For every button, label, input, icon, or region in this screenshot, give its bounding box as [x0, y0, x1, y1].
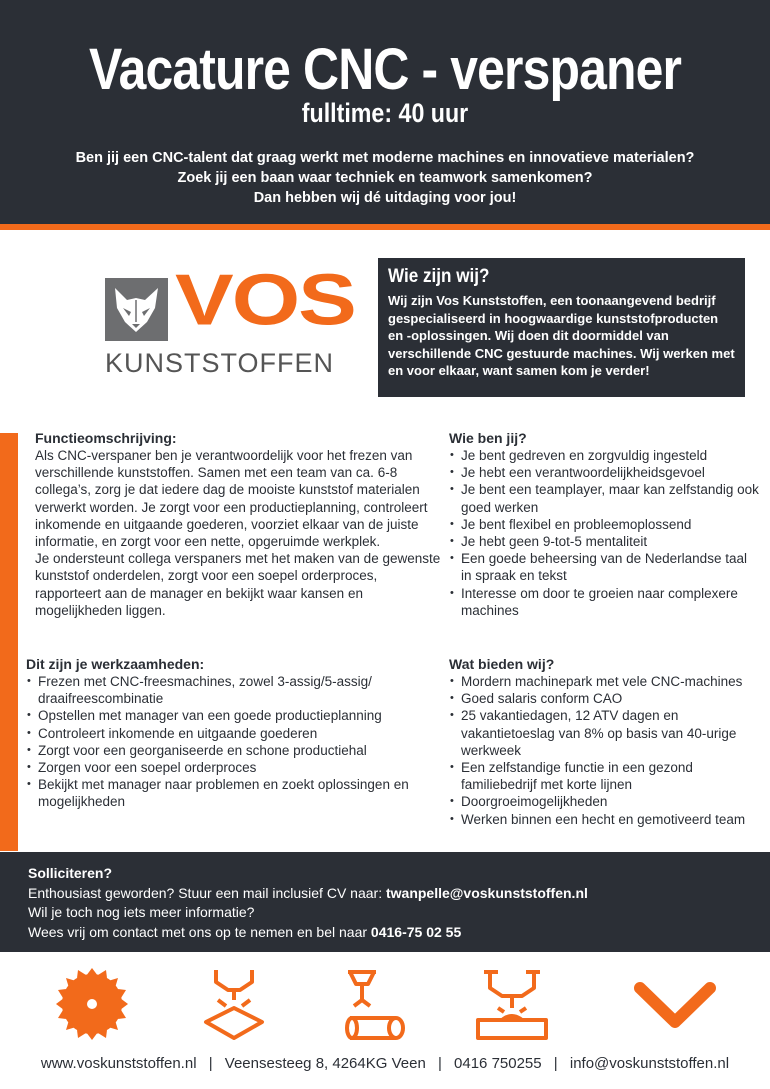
profile-section — [449, 430, 759, 619]
intro-line: Ben jij een CNC-talent dat graag werkt met moderne machines en innovatieve materialen? — [75, 150, 695, 166]
apply-text: Enthousiast geworden? Stuur een mail inclusief CV naar: — [28, 884, 386, 901]
page-subtitle: fulltime: 40 uur — [301, 98, 469, 128]
list-item: • Je hebt geen 9-tot-5 mentaliteit — [449, 533, 759, 550]
list-item: • Goed salaris conform CAO — [449, 690, 767, 707]
list-item: • Zorgen voor een soepel orderproces — [26, 759, 446, 776]
saw-blade-icon — [54, 966, 130, 1047]
about-heading: Wie zijn wij? — [388, 266, 490, 287]
offer-heading: Wat bieden wij? — [449, 656, 555, 672]
apply-text: Wees vrij om contact met ons op te nemen en bel naar — [28, 923, 371, 940]
tasks-list — [26, 673, 446, 811]
orange-side-bar — [0, 433, 18, 851]
header-banner — [0, 0, 770, 224]
apply-phone-link[interactable]: 0416-75 02 55 — [370, 923, 462, 940]
profile-heading: Wie ben jij? — [449, 430, 527, 446]
apply-section — [0, 852, 770, 952]
list-item: • Een goede beheersing van de Nederlandse taal in spraak en tekst — [449, 550, 759, 584]
list-item: • Je bent een teamplayer, maar kan zelfstandig ook goed werken — [449, 481, 759, 515]
intro-text — [0, 148, 770, 208]
footer-separator: | — [437, 1055, 442, 1072]
intro-line: Zoek jij een baan waar techniek en teamwork samenkomen? — [177, 170, 593, 186]
profile-list — [449, 447, 759, 619]
job-description-paragraph: Je ondersteunt collega verspaners met het maken van de gewenste kunststof onderdelen, zorgt voor een soepel orderproces, rapporteert aan de manager en bekijkt waar kansen en mogelijkheden liggen. — [35, 551, 441, 618]
footer-email-link[interactable]: info@voskunststoffen.nl — [569, 1055, 730, 1072]
apply-line — [28, 923, 742, 943]
intro-line: Dan hebben wij dé uitdaging voor jou! — [253, 190, 517, 206]
tasks-section — [26, 656, 446, 811]
list-item: • Je bent flexibel en probleemoplossend — [449, 516, 759, 533]
page-title: Vacature CNC - verspaner — [88, 37, 682, 102]
footer-separator: | — [553, 1055, 558, 1072]
about-box — [378, 258, 745, 397]
fox-icon — [105, 278, 168, 341]
list-item: • Zorgt voor een georganiseerde en schone productiehal — [26, 742, 446, 759]
list-item: • Werken binnen een hecht en gemotiveerd team — [449, 811, 767, 828]
company-logo — [105, 259, 355, 380]
welding-icon — [474, 966, 550, 1047]
list-item: • 25 vakantiedagen, 12 ATV dagen en vakantietoeslag van 8% op basis van 40-urige werkweek — [449, 707, 767, 759]
footer-address: Veensesteeg 8, 4264KG Veen — [224, 1055, 426, 1072]
list-item: • Opstellen met manager van een goede productieplanning — [26, 707, 446, 724]
offer-section — [449, 656, 767, 828]
tasks-heading: Dit zijn je werkzaamheden: — [26, 656, 205, 672]
laser-cutting-icon — [196, 966, 272, 1047]
icon-row — [0, 960, 770, 1050]
footer-contact — [0, 1055, 770, 1072]
footer-website-link[interactable]: www.voskunststoffen.nl — [40, 1055, 197, 1072]
list-item: • Controleert inkomende en uitgaande goederen — [26, 725, 446, 742]
list-item: • Doorgroeimogelijkheden — [449, 793, 767, 810]
list-item: • Frezen met CNC-freesmachines, zowel 3-assig/5-assig/ draaifreescombinatie — [26, 673, 446, 707]
job-description-heading: Functieomschrijving: — [35, 430, 177, 446]
offer-list — [449, 673, 767, 828]
list-item: • Een zelfstandige functie in een gezond familiebedrijf met korte lijnen — [449, 759, 767, 793]
footer-phone-link[interactable]: 0416 750255 — [454, 1055, 542, 1072]
logo-brand: VOS — [175, 259, 355, 341]
list-item: • Bekijkt met manager naar problemen en zoekt oplossingen en mogelijkheden — [26, 776, 446, 810]
drilling-icon — [340, 966, 416, 1047]
job-description-paragraph: Als CNC-verspaner ben je verantwoordelijk voor het frezen van verschillende kunststoffen. Samen met een team van ca. 6-8 collega’s, zorg je dat iedere dag de mooiste kunststof materialen verwerkt worden. Je zorgt voor een productieplanning, controleert inkomende en uitgaande goederen, voorziet elkaar van de juiste informatie, en zorgt voor een nette, opgeruimde werkplek. — [35, 448, 428, 550]
logo-subtext: KUNSTSTOFFEN — [105, 348, 335, 378]
list-item: • Je bent gedreven en zorgvuldig ingesteld — [449, 447, 759, 464]
list-item: • Interesse om door te groeien naar complexere machines — [449, 585, 759, 619]
apply-info-line: Wil je toch nog iets meer informatie? — [28, 904, 255, 920]
apply-line — [28, 884, 742, 904]
job-description-section — [35, 430, 445, 619]
chevron-down-icon — [632, 966, 718, 1047]
list-item: • Mordern machinepark met vele CNC-machines — [449, 673, 767, 690]
orange-divider — [0, 224, 770, 230]
footer-separator: | — [208, 1055, 213, 1072]
about-text: Wij zijn Vos Kunststoffen, een toonaangevend bedrijf gespecialiseerd in hoogwaardige kunststofproducten en -oplossingen. Wij doen dit doormiddel van verschillende CNC gestuurde machines. Wij werken met en voor elkaar, want samen kom je verder! — [388, 293, 735, 378]
list-item: • Je hebt een verantwoordelijkheidsgevoel — [449, 464, 759, 481]
apply-heading: Solliciteren? — [28, 865, 113, 881]
apply-email-link[interactable]: twanpelle@voskunststoffen.nl — [385, 884, 588, 901]
